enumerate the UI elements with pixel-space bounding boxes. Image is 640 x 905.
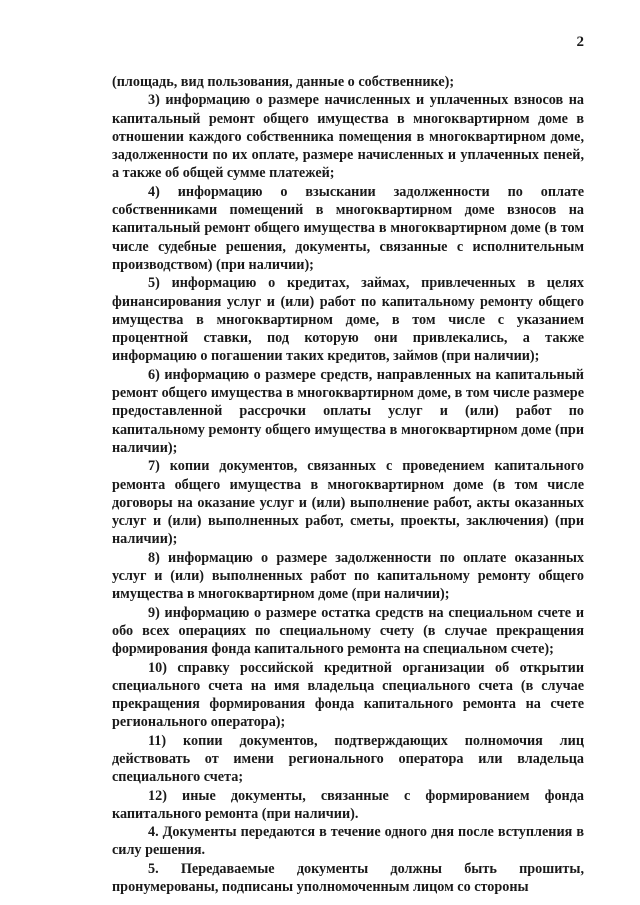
paragraph-item-10: 10) справку российской кредитной организации об открытии специального счета на имя владельца специального счета (в случае прекращения формирования фонда капитального ремонта на счете регионального оператора); [112, 659, 584, 731]
paragraph-item-5: 5) информацию о кредитах, займах, привлеченных в целях финансирования услуг и (или) работ по капитальному ремонту общего имущества в многоквартирном доме, в том числе с указанием процентной ставки, под которую они привлекались, а также информацию о погашении таких кредитов, займов (при наличии); [112, 275, 584, 365]
paragraph-item-7: 7) копии документов, связанных с проведением капитального ремонта общего имущества в многоквартирном доме (в том числе договоры на оказание услуг и (или) выполнение работ, акты оказанных услуг и (или) выполненных работ, сметы, проекты, заключения) (при наличии); [112, 458, 584, 548]
paragraph-section-4: 4. Документы передаются в течение одного дня после вступления в силу решения. [112, 824, 584, 859]
paragraph-item-9: 9) информацию о размере остатка средств на специальном счете и обо всех операциях по специальному счету (в случае прекращения формирования фонда капитального ремонта на специальном счете); [112, 604, 584, 658]
paragraph-continuation: (площадь, вид пользования, данные о собственнике); [112, 74, 455, 90]
paragraph-item-11: 11) копии документов, подтверждающих полномочия лиц действовать от имени регионального оператора или владельца специального счета; [112, 732, 584, 786]
paragraph-item-12: 12) иные документы, связанные с формированием фонда капитального ремонта (при наличии). [112, 787, 584, 822]
paragraph-item-8: 8) информацию о размере задолженности по оплате оказанных услуг и (или) выполненных работ по капитальному ремонту общего имущества в многоквартирном доме (при наличии); [112, 549, 584, 603]
paragraph-section-5: 5. Передаваемые документы должны быть прошиты, пронумерованы, подписаны уполномоченным лицом со стороны [112, 860, 584, 896]
paragraph-item-3: 3) информацию о размере начисленных и уплаченных взносов на капитальный ремонт общего имущества в многоквартирном доме в отношении каждого собственника помещения в многоквартирном доме, задолженности по их оплате, размере начисленных и уплаченных пеней, а также об общей сумме платежей; [112, 92, 584, 182]
page-number: 2 [576, 34, 584, 50]
document-body [112, 73, 584, 896]
paragraph-item-4: 4) информацию о взыскании задолженности по оплате собственниками помещений в многоквартирном доме взносов на капитальный ремонт общего имущества в многоквартирном доме (в том числе судебные решения, документы, связанные с исполнительным производством) (при наличии); [112, 183, 584, 273]
paragraph-item-6: 6) информацию о размере средств, направленных на капитальный ремонт общего имущества в многоквартирном доме, в том числе размере предоставленной рассрочки оплаты услуг и (или) работ по капитальному ремонту общего имущества в многоквартирном доме (при наличии); [112, 366, 584, 456]
